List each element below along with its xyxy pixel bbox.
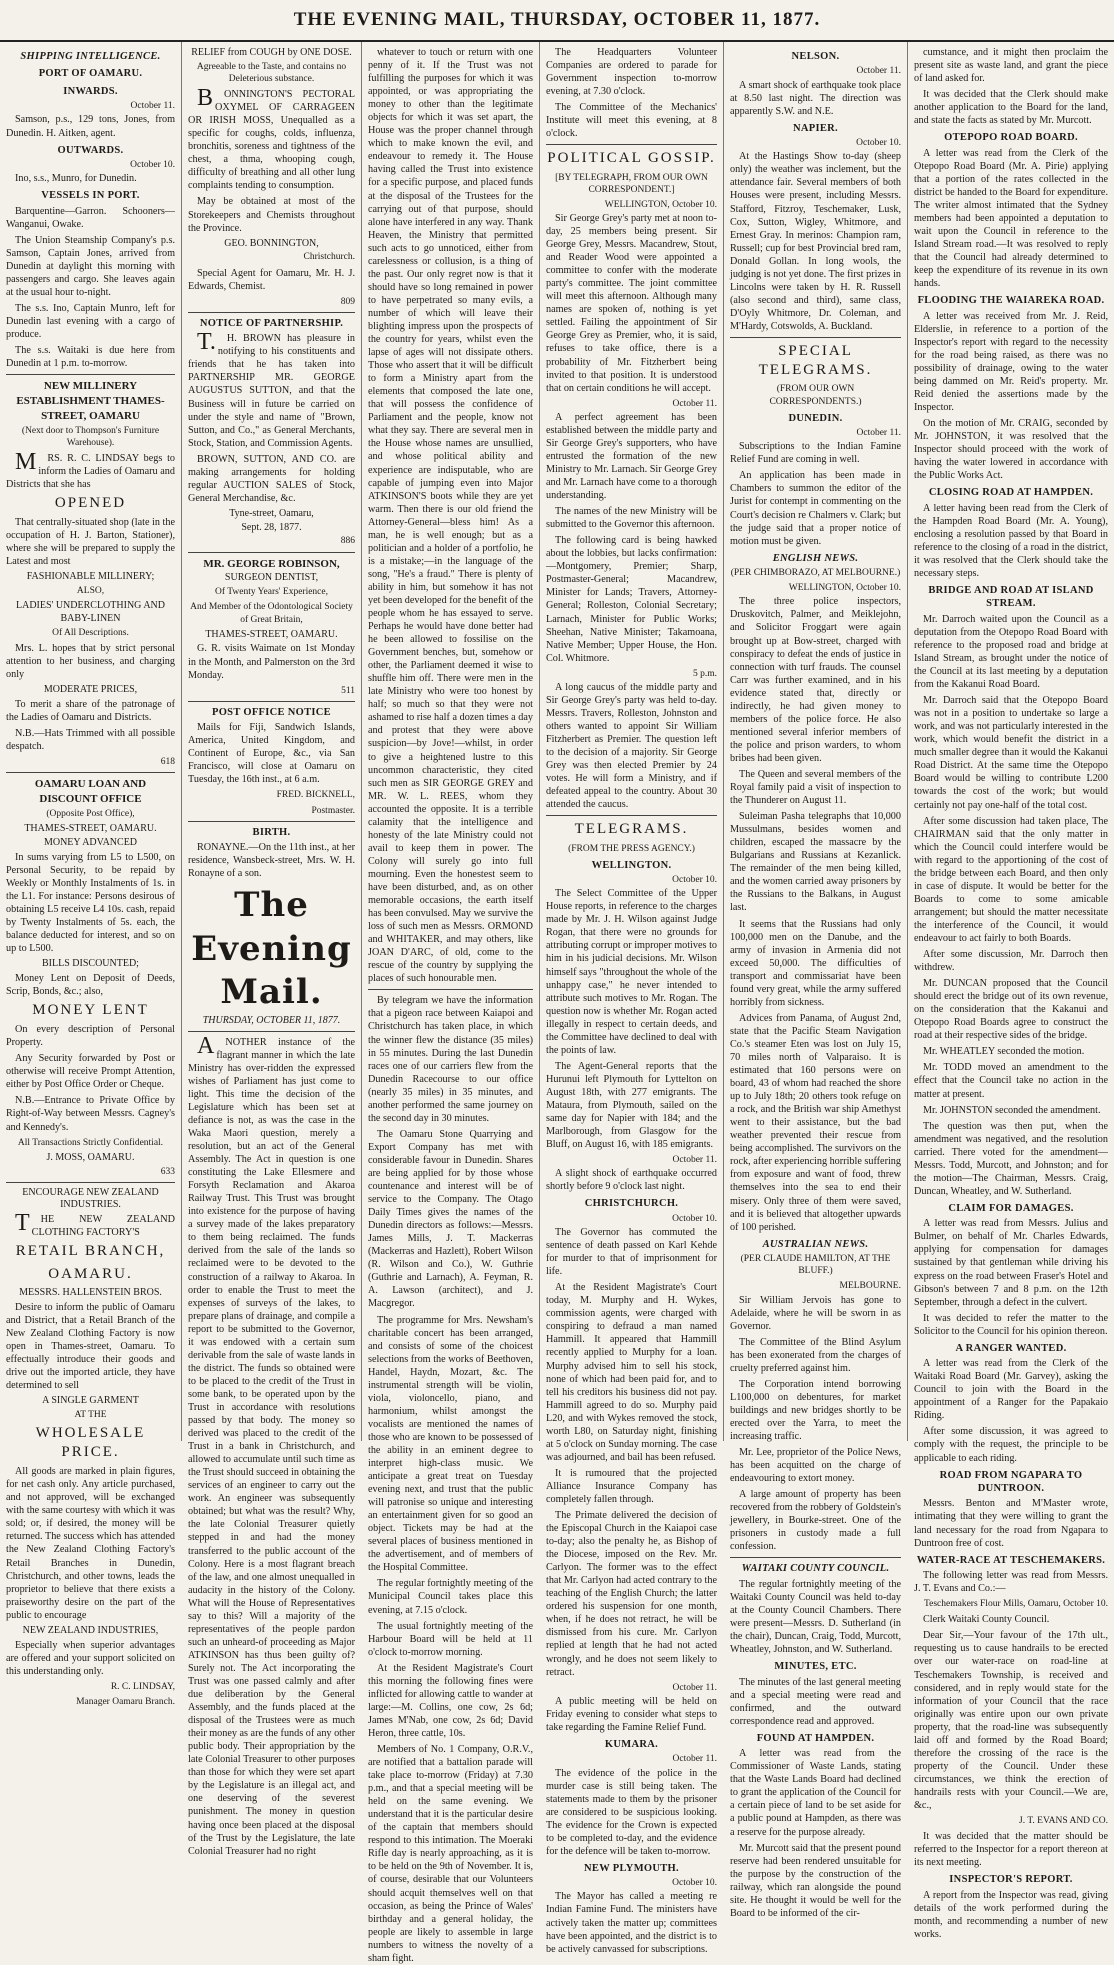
paragraph: The following card is being hawked about the lobbies, but lacks confirmation:—Montgomery, Premier; Sharp, Postmaster-General; Macandrew, Minister for Lands; Travers, Attorney-General; Rolleston, Colonial Secretary; Larnach, Minister for Public Works; Sheehan, Native Minister; Takamoana, Native Member; Upper House, the Hon. Col. Whitmore. bbox=[546, 535, 717, 664]
signature: J. T. EVANS AND CO. bbox=[1019, 1816, 1108, 1827]
dateline: October 11. bbox=[672, 1682, 717, 1693]
divider bbox=[546, 144, 717, 145]
paragraph: The s.s. Ino, Captain Munro, left for Dunedin last evening with a cargo of produce. bbox=[6, 302, 175, 341]
ad-line: A SINGLE GARMENT bbox=[42, 1394, 139, 1406]
paragraph: The three police inspectors, Druskovitch, Palmer, and Meiklejohn, and Solicitor Froggart were again brought up at Bow-street, charged with conspiracy to defeat the ends of justice in connection with turf frauds. The counsel Carr was further examined, and in his evidence stated that, directly or indirectly, he had given money to members of the police force. He also mentioned several inferior members of the police and prison warders, to whom bribes had been given. bbox=[730, 596, 901, 764]
paragraph: In sums varying from L5 to L500, on Personal Security, to be repaid by Weekly or Monthly Instalments of 1s. in the L1. For instance: Persons desirous of obtaining L5 receive L4 10s. cash, repaid by Twenty Instalments of 5s. each, the balance deducted for interest, and so on up to L500. bbox=[6, 851, 175, 955]
paragraph: The usual fortnightly meeting of the Harbour Board will be held at 11 o'clock to-morrow morning. bbox=[368, 1620, 533, 1658]
dateline: October 11. bbox=[856, 66, 901, 77]
signature: R. C. LINDSAY, bbox=[110, 1681, 175, 1692]
vessels-heading: VESSELS IN PORT. bbox=[41, 190, 140, 202]
place-heading: NAPIER. bbox=[793, 122, 838, 134]
ad-line: MONEY ADVANCED bbox=[43, 836, 138, 848]
section-heading: WAITAKI COUNTY COUNCIL. bbox=[741, 1563, 890, 1575]
paragraph: cumstance, and it might then proclaim the present site as waste land, and grant the piece of land asked for. bbox=[914, 47, 1108, 85]
ad-display: OAMARU. bbox=[48, 1265, 133, 1282]
paragraph: Subscriptions to the Indian Famine Relief Fund are coming in well. bbox=[730, 441, 901, 466]
paragraph: At the Resident Magistrate's Court today, M. Murphy and H. Wykes, commission agents, were charged with conspiring to defraud a man named Hammill. It appeared that Hammill recently applied to Murphy for a loan. Murphy advised him to sell his stock, none of which had been paid for, and to tell his creditors his business did not pay. Hammill agreed to do so. Murphy paid L20, and with Wykes removed the stock, worth L80, on Saturday night, finishing at 5 o'clock on Sunday morning. The case was adjourned, and bail has been refused. bbox=[546, 1282, 717, 1463]
paragraph: The evidence of the police in the murder case is still being taken. The statements made to them by the prisoner are considered to be suspicious looking. The evidence for the Crown is expected to be completed to-day, and the evidence for the defence will be taken to-morrow. bbox=[546, 1767, 717, 1857]
paragraph: Sir George Grey's party met at noon to-day, 25 members being present. Sir George Grey, Messrs. Macandrew, Stout, and Reader Wood were appointed a committee to confer with the moderate party's committee. The joint committee will meet this afternoon. Although many names are spoken of, nothing is yet settled. Failing the appointment of Sir George Grey as Premier, who, it is said, refuses to take office, there is a probability of Mr. Fitzherbert being invited to that position. It is understood that on certain conditions he will accept. bbox=[546, 212, 717, 394]
ad-heading: ENCOURAGE NEW ZEALAND INDUSTRIES. bbox=[22, 1186, 159, 1211]
paragraph: The Headquarters Volunteer Companies are ordered to parade for Government inspection to-morrow evening, at 7.30 o'clock. bbox=[546, 47, 717, 98]
place-heading: NEW PLYMOUTH. bbox=[584, 1862, 679, 1874]
place-heading: KUMARA. bbox=[604, 1738, 659, 1750]
column-4 bbox=[540, 42, 724, 1955]
paragraph: An application has been made in Chambers to summon the editor of the Jurist for contempt in commenting on the Court's decision re Chalmers v. Clark; but the judge said that a proper notice of motion must be given. bbox=[730, 470, 901, 547]
ad-heading: RELIEF from COUGH by ONE DOSE. bbox=[191, 47, 352, 58]
ad-line: Of All Descriptions. bbox=[52, 627, 129, 638]
section-subheading: (FROM OUR OWN CORRESPONDENTS.) bbox=[769, 384, 862, 407]
divider bbox=[730, 337, 901, 338]
inwards-heading: INWARDS. bbox=[63, 85, 118, 97]
place-heading: WELLINGTON. bbox=[591, 859, 672, 871]
paragraph: Mr. Darroch said that the Otepopo Board was not in a position to undertake so large a work, and was not particularly interested in the work, which would benefit the district in a much smaller degree than it would the Kakanui Road District. At the same time the Otepopo Board would be willing to contribute L200 towards the cost of the work; but would certainly not pay one-half of the total cost. bbox=[914, 695, 1108, 811]
paragraph: To merit a share of the patronage of the Ladies of Oamaru and Districts. bbox=[6, 699, 175, 724]
ad-line: FASHIONABLE MILLINERY; bbox=[26, 571, 155, 583]
section-heading: SPECIAL TELEGRAMS. bbox=[758, 342, 873, 379]
paragraph: The Queen and several members of the Royal family paid a visit of inspection to the Thunderer on August 11. bbox=[730, 769, 901, 807]
paragraph: The Committee of the Mechanics' Institute will meet this evening, at 8 o'clock. bbox=[546, 102, 717, 140]
paragraph: A smart shock of earthquake took place at 8.50 last night. The direction was apparently S.W. and N.E. bbox=[730, 79, 901, 117]
divider bbox=[6, 374, 175, 375]
ad-subheading: (Opposite Post Office), bbox=[46, 809, 135, 819]
ad-number: 511 bbox=[341, 685, 355, 696]
ad-line: Tyne-street, Oamaru, bbox=[229, 507, 314, 519]
subsection-heading: FOUND AT HAMPDEN. bbox=[756, 1732, 875, 1744]
dateline: October 10. bbox=[130, 160, 175, 170]
ad-display: OPENED bbox=[54, 495, 127, 512]
paragraph: Mails for Fiji, Sandwich Islands, America, United Kingdom, and Continent of Europe, &c., via San Francisco, will close at Oamaru on Tuesday, the 16th inst., at 6 a.m. bbox=[188, 722, 355, 786]
divider bbox=[6, 772, 175, 773]
paragraph: N.B.—Hats Trimmed with all possible despatch. bbox=[6, 728, 175, 753]
paragraph: Especially when superior advantages are offered and your support solicited on this understanding only. bbox=[6, 1639, 175, 1677]
ad-subheading: (Next door to Thompson's Furniture Warehouse). bbox=[21, 425, 160, 448]
dateline: October 11. bbox=[672, 1754, 717, 1765]
paragraph: The Agent-General reports that the Hurunui left Plymouth for Lyttelton on August 18th, with 277 emigrants. The Mataura, from Plymouth, sailed on the same day for Napier with 184; and the Marlborough, from Glasgow for the Bluff, on August 16, with 185 emigrants. bbox=[546, 1060, 717, 1151]
paragraph: On the motion of Mr. CRAIG, seconded by Mr. JOHNSTON, it was resolved that the Inspector should proceed with the work of having the water lowered in accordance with the Public Works Act. bbox=[914, 418, 1108, 482]
paragraph: A letter having been read from the Clerk of the Hampden Road Board (Mr. A. Young), enclosing a resolution passed by that Board in reference to the closing of a road in the district, it was resolved that the Clerk should take the necessary steps. bbox=[914, 502, 1108, 579]
signature: Manager Oamaru Branch. bbox=[76, 1696, 175, 1707]
paragraph: Mrs. L. hopes that by strict personal attention to her business, and charging only bbox=[6, 643, 175, 681]
dateline: WELLINGTON, October 10. bbox=[604, 199, 717, 210]
dateline: October 10. bbox=[672, 1213, 717, 1224]
paragraph: May be obtained at most of the Storekeepers and Chemists throughout the Province. bbox=[188, 196, 355, 234]
divider bbox=[6, 1182, 175, 1183]
paragraph: MRS. R. C. LINDSAY begs to inform the Ladies of Oamaru and Districts that she has bbox=[6, 448, 175, 490]
column-2 bbox=[182, 42, 362, 1857]
paragraph: A large amount of property has been recovered from the robbery of Goldstein's jewellery, in Bourke-street. One of the prisoners in custody made a full confession. bbox=[730, 1489, 901, 1553]
paragraph: Mr. Lee, proprietor of the Police News, has been acquitted on the charge of endeavouring to extort money. bbox=[730, 1447, 901, 1485]
section-subheading: [BY TELEGRAPH, FROM OUR OWN CORRESPONDENT.] bbox=[555, 172, 708, 195]
paragraph: That centrally-situated shop (late in the occupation of H. J. Barton, Stationer), where she will be prepared to supply the Latest and most bbox=[6, 517, 175, 568]
paragraph: RONAYNE.—On the 11th inst., at her residence, Wansbeck-street, Mrs. W. H. Ronayne of a son. bbox=[188, 842, 355, 880]
paragraph: THE NEW ZEALAND CLOTHING FACTORY'S bbox=[15, 1210, 175, 1239]
paragraph: Barquentine—Garron. Schooners—Wanganui, Owake. bbox=[6, 205, 175, 230]
paragraph: It is rumoured that the projected Alliance Insurance Company has completely fallen through. bbox=[546, 1467, 717, 1505]
section-subheading: (PER CLAUDE HAMILTON, AT THE BLUFF.) bbox=[740, 1254, 891, 1277]
paragraph: Sir William Jervois has gone to Adelaide, where he will be sworn in as Governor. bbox=[730, 1294, 901, 1332]
paragraph: On every description of Personal Property. bbox=[6, 1024, 175, 1049]
columns bbox=[0, 42, 1114, 1964]
paragraph: Money Lent on Deposit of Deeds, Scrip, Bonds, &c.; also, bbox=[6, 972, 175, 997]
dateline: WELLINGTON, October 10. bbox=[788, 583, 901, 594]
paragraph: Dear Sir,—Your favour of the 17th ult., requesting us to cause handrails to be erected over our water-race on road-line at Teschemakers Township, is received and considered, and in reply would state for the information of your Council that the race originally was entire upon our own private property, that the road-line was subsequently laid off and formed by the Road Board; therefore the crossing of the race is the property of the Council. Under these circumstances, we think the erection of handrails rests with your Council.—We are, &c., bbox=[914, 1630, 1108, 1811]
ad-line: BILLS DISCOUNTED; bbox=[42, 958, 139, 970]
subsection-heading: OTEPOPO ROAD BOARD. bbox=[944, 132, 1078, 144]
paragraph: The Corporation intend borrowing L100,000 on debentures, for market buildings and new bridges shortly to be erected over the Yarra, to meet the increasing traffic. bbox=[730, 1378, 901, 1443]
letter-address: Teschemakers Flour Mills, Oamaru, October 10. bbox=[923, 1599, 1108, 1610]
paragraph: The regular fortnightly meeting of the Municipal Council takes place this evening, at 7.15 o'clock. bbox=[368, 1578, 533, 1616]
masthead bbox=[0, 0, 1114, 42]
section-heading: AUSTRALIAN NEWS. bbox=[762, 1238, 869, 1250]
ad-display: MONEY LENT bbox=[32, 1002, 149, 1019]
ad-heading: NOTICE OF PARTNERSHIP. bbox=[199, 317, 344, 329]
paragraph: All goods are marked in plain figures, for net cash only. Any article purchased, and not approved, will be exchanged with the same courtesy with which it was sold; or, if desired, the money will be returned. The success which has attended the New Zealand Clothing Factory's Retail Branches in Dunedin, Christchurch, and other towns, leads the proprietor to believe that there exists a praiseworthy desire on the part of the public to encourage bbox=[6, 1466, 175, 1621]
ad-line: Sept. 28, 1877. bbox=[241, 521, 302, 533]
divider bbox=[188, 821, 355, 822]
ad-line: ALSO, bbox=[76, 586, 105, 597]
ad-line: THAMES-STREET, OAMARU. bbox=[24, 823, 157, 835]
birth-heading: BIRTH. bbox=[252, 826, 291, 838]
ad-number: 618 bbox=[160, 757, 175, 768]
paragraph: The Governor has commuted the sentence of death passed on Karl Kehde for murder to that of imprisonment for life. bbox=[546, 1227, 717, 1278]
subsection-heading: MINUTES, ETC. bbox=[774, 1661, 857, 1673]
paragraph: Mr. JOHNSTON seconded the amendment. bbox=[923, 1104, 1101, 1116]
paragraph: A perfect agreement has been established between the middle party and Sir George Grey's supporters, who have entrusted the formation of the new Ministry to Mr. Larnach. Sir George Grey and Mr. Larnach have come to a thorough understanding. bbox=[546, 411, 717, 502]
section-subheading: (FROM THE PRESS AGENCY.) bbox=[568, 843, 695, 854]
paragraph: Mr. Murcott said that the present pound reserve had been rendered unsuitable for the purpose by the construction of the railway, which ran alongside the pound site. He thought it would be well for the Board to be informed of the cir- bbox=[730, 1842, 901, 1919]
column-5 bbox=[724, 42, 908, 1919]
paragraph: Samson, p.s., 129 tons, Jones, from Dunedin. H. Aitken, agent. bbox=[6, 114, 175, 139]
paragraph: A letter was read from the Commissioner of Waste Lands, stating that the Waste Lands Board had declined to grant the application of the Council for a certain piece of land to be set aside for a public pound at Hampden, as there was a reserve for the purpose already. bbox=[730, 1748, 901, 1838]
ad-number: 809 bbox=[340, 296, 355, 307]
ad-heading: MR. GEORGE ROBINSON, bbox=[203, 557, 340, 570]
paragraph: The names of the new Ministry will be submitted to the Governor this afternoon. bbox=[546, 506, 717, 531]
column-6 bbox=[908, 42, 1114, 1940]
paragraph: N.B.—Entrance to Private Office by Right-of-Way between Messrs. Cagney's and Kennedy's. bbox=[6, 1095, 175, 1133]
paragraph: After some discussion had taken place, The CHAIRMAN said that the only matter in which the Council could interfere would be with regard to the apportioning of the cost of the bridge between each Board, and then only in case of dispute. It would be better for the Boards to come to some amicable arrangement; but should the matter necessitate the interference of the Council, it would endeavour to act fairly to both Boards. bbox=[914, 815, 1108, 944]
dateline: 5 p.m. bbox=[692, 668, 717, 679]
dateline: October 10. bbox=[672, 1878, 717, 1889]
ad-line: LADIES' UNDERCLOTHING AND BABY-LINEN bbox=[15, 600, 165, 625]
column-1 bbox=[0, 42, 182, 1707]
dateline: October 10. bbox=[672, 875, 717, 886]
signature: FRED. BICKNELL, bbox=[276, 790, 355, 801]
paragraph: It was decided to refer the matter to the Solicitor to the Council for his opinion thereon. bbox=[914, 1312, 1108, 1337]
paragraph: A slight shock of earthquake occurred shortly before 9 o'clock last night. bbox=[546, 1168, 717, 1193]
paragraph: The Oamaru Stone Quarrying and Export Company has met with considerable favour in Dunedin. Shares are being applied for by those whose countenance and interest will be of service to the Company. The Otago Daily Times gives the names of the Dunedin directors as follows:—Messrs. James Mills, J. T. Mackerras (Mackerras and Hazlett), Robert Wilson (R. Wilson and Co.), W. Guthrie (Guthrie and Larnach), A. Feyman, R. A. Lawson (architect), and J. Macgregor. bbox=[368, 1128, 533, 1310]
paragraph: The following letter was read from Messrs. J. T. Evans and Co.:— bbox=[914, 1570, 1108, 1595]
paragraph: Ino, s.s., Munro, for Dunedin. bbox=[15, 173, 137, 185]
paragraph: The s.s. Waitaki is due here from Dunedin at 1 p.m. to-morrow. bbox=[6, 345, 175, 370]
port-heading: PORT OF OAMARU. bbox=[38, 68, 143, 80]
paragraph: It seems that the Russians had only 100,000 men on the Danube, and the army of invasion in Armenia did not exceed 50,000. The difficulties of transport and commissariat have been found very great, while the army suffered horribly from sickness. bbox=[730, 918, 901, 1008]
paragraph: ANOTHER instance of the flagrant manner in which the late Ministry has over-ridden the expressed wishes of Parliament has just come to light. This time the decision of the Legislature which has been set at defiance is not, as was the case in the Waka Maori question, merely a resolution, but an act of the General Assembly. The Act in question is one constituting the Lake Ellesmere and Forsyth Reclamation and Akaroa Railway Trust. This Trust was brought into existence for the purpose of having a survey made of the lakes preparatory to them being reclaimed. The funds derived from the sale of the lands so reclaimed were to be devoted to the construction of a railway to Akaroa. In order to enable the Trust to meet the expenses of surveys of the lakes, to prepare plans of drainage, and compile a report to be submitted to the Governor, it was endowed with a certain sum derivable from the sale of waste lands in the district. The funds so obtained were to be placed to the credit of the Trust in some bank, to be operated upon by the Trust in accordance with resolutions passed by that body. The money so derived was placed to the credit of the Trust in a bank in Christchurch, and allowed to accumulate until such time as the Trust should succeed in obtaining the services of an engineer to carry out the work. An engineer was subsequently obtained; but what was the result? Why, the late Colonial Treasurer quietly stepped in and had the money transferred to the public account of the Colony. Here is a most flagrant breach of the law, and one almost unequalled in audacity in the history of the Colony. What will the House of Representatives say to this? Will a majority of the representatives of the people pardon such an unheard-of proceeding as Major ATKINSON has thus been guilty of? Surely not. The Act incorporating the Trust was one passed calmly and after due deliberation by the General Assembly, and the funds placed at the disposal of the Trustees were as much their money as are the funds of any other public body. Their appropriation by the late Colonial Treasurer to other purposes than those for which they were set apart by the Legislature is an illegal act, and one deserving of the severest punishment. The money in question having once been placed at the disposal of the Trust by the Legislature, the late Colonial Treasurer had no right bbox=[188, 1032, 355, 1857]
ad-heading: OAMARU LOAN AND DISCOUNT OFFICE bbox=[34, 778, 147, 806]
paragraph: By telegram we have the information that a pigeon race between Kaiapoi and Christchurch has taken place, in which the winner flew the distance (35 miles) in 55 minutes. During the last Dunedin races one of our carriers flew from the Dunedin Racecourse to our office (nearly 35 miles) in 35 minutes, and another performed the same journey on the second day in 30 minutes. bbox=[368, 995, 533, 1124]
dateline: October 11. bbox=[130, 101, 175, 112]
ad-line: J. MOSS, OAMARU. bbox=[46, 1151, 135, 1163]
ad-line: Of Twenty Years' Experience, bbox=[215, 587, 328, 598]
ad-heading: NEW MILLINERY ESTABLISHMENT THAMES-STREET, OAMARU bbox=[16, 380, 165, 422]
paragraph: G. R. visits Waimate on 1st Monday in the Month, and Palmerston on the 3rd Monday. bbox=[188, 643, 355, 681]
subsection-heading: WATER-RACE AT TESCHEMAKERS. bbox=[916, 1554, 1106, 1566]
paragraph: Messrs. Benton and M'Master wrote, intimating that they were willing to grant the land necessary for the road from Ngapara to Duntroon free of cost. bbox=[914, 1498, 1108, 1549]
dateline: October 10. bbox=[856, 138, 901, 149]
paragraph: T.H. BROWN has pleasure in notifying to his constituents and friends that he has taken into PARTNERSHIP MR. GEORGE AUGUSTUS SUTTON, and that the Business will in future be carried on under the style and name of "Brown, Sutton, and Co.," as General Merchants, Stock, Station, and Commission Agents. bbox=[188, 329, 355, 449]
ad-line: Christchurch. bbox=[303, 252, 355, 263]
paragraph: The regular fortnightly meeting of the Waitaki County Council was held to-day at the County Council Chambers. There were present—Messrs. D. Sutherland (in the chair), Duncan, Craig, Todd, Murcott, Wheatley, Johnston, and W. Sutherland. bbox=[730, 1578, 901, 1656]
paragraph: The Mayor has called a meeting re Indian Famine Fund. The ministers have actively taken the matter up; committees have been appointed, and the district is to be actively canvassed for subscriptions. bbox=[546, 1891, 717, 1955]
paragraph: Mr. Darroch waited upon the Council as a deputation from the Otepopo Road Board with reference to the proposed road and bridge at Island Stream, as brought under the notice of the Council at its last meeting by a deputation from the Kakanui Road Board. bbox=[914, 613, 1108, 691]
subsection-heading: A RANGER WANTED. bbox=[955, 1342, 1067, 1354]
leader-date: THURSDAY, OCTOBER 11, 1877. bbox=[188, 1015, 355, 1032]
paragraph: Desire to inform the public of Oamaru and District, that a Retail Branch of the New Zealand Clothing Factory is now open in Thames-street, Oamaru. To effectually introduce their goods and drive out the imported article, they have determined to sell bbox=[6, 1301, 175, 1391]
divider bbox=[730, 1557, 901, 1558]
divider bbox=[188, 312, 355, 313]
paragraph: Mr. WHEATLEY seconded the motion. bbox=[923, 1046, 1085, 1058]
subsection-heading: INSPECTOR'S REPORT. bbox=[949, 1874, 1073, 1886]
place-heading: DUNEDIN. bbox=[788, 412, 843, 424]
dateline: October 11. bbox=[672, 1155, 717, 1166]
shipping-heading: SHIPPING INTELLIGENCE. bbox=[20, 51, 161, 62]
subsection-heading: FLOODING THE WAIAREKA ROAD. bbox=[917, 295, 1105, 307]
paragraph: Clerk Waitaki County Council. bbox=[923, 1614, 1050, 1626]
paragraph: Mr. DUNCAN proposed that the Council should erect the bridge out of its own revenue, on the consideration that the Kakanui and Otepopo Road Boards agree to construct the road at their respective sides of the bridge. bbox=[914, 978, 1108, 1042]
ad-subheading: Agreeable to the Taste, and contains no Deleterious substance. bbox=[196, 61, 347, 84]
paragraph: At the Hastings Show to-day (sheep only) the weather was inclement, but the attendance fair. Several members of both Houses were present, including Messrs. Stafford, Fitzroy, Teschemaker, Lusk, Cox, Sutton, Wigley, Whitmore, and Ernest Gray. In merinos: Champion ram, Russell; cup for best Provincial bred ram, Donald Gollan. In long wools, the judging is not yet done. The first prizes in Lincolns were taken by H. R. Russell (also second and third), same class, D'Oyly Whitmore, Dr. Coleman, and M'Hardy, Cotswolds, A. Buckland. bbox=[730, 151, 901, 332]
subsection-heading: CLOSING ROAD AT HAMPDEN. bbox=[928, 487, 1094, 499]
paragraph: Special Agent for Oamaru, Mr. H. J. Edwards, Chemist. bbox=[188, 267, 355, 292]
divider bbox=[188, 701, 355, 702]
ad-number: 886 bbox=[340, 536, 355, 547]
section-subheading: (PER CHIMBORAZO, AT MELBOURNE.) bbox=[730, 568, 901, 579]
paragraph: A letter was read from the Clerk of the Waitaki Road Board (Mr. Garvey), asking the Council to join with the Board in the appointment of a Ranger for the Papakaio Riding. bbox=[914, 1358, 1108, 1422]
section-heading: TELEGRAMS. bbox=[574, 821, 689, 838]
divider bbox=[368, 989, 533, 990]
paragraph: Members of No. 1 Company, O.R.V., are notified that a battalion parade will take place to-morrow (Friday) at 7.30 p.m., and that a special meeting will be held on the same evening. We understand that it is the particular desire of the captain that members should respond to this intimation. The Moeraki Rifle day is nearly approaching, as it is to be held on the 9th of November. It is, of course, desirable that our Volunteers should acquit themselves well on that occasion, as being the Prince of Wales' birthday and a general holiday, the people are likely to assemble in large numbers to witness the novelty of a sham fight. bbox=[368, 1744, 533, 1964]
ad-line: SURGEON DENTIST, bbox=[224, 572, 319, 584]
ad-line: And Member of the Odontological Society of Great Britain, bbox=[190, 602, 353, 625]
paragraph: whatever to touch or return with one penny of it. If the Trust was not fulfilling the purposes for which it was appointed, or was appropriating the money to other than the legitimate objects for which it was set apart, the House was the proper channel through which to make known the evil, and endeavour to remedy it. The House having called the Trust into existence for a specific purpose, and placed funds at the disposal of the Trustees for the carrying out of that purpose, should alone have interfered in any way. Thank Heaven, the Ministry that permitted such acts to go unnoticed, either from carelessness or collusion, is a thing of the past. Our only regret now is that it should have so long remained in power to have perpetrated so many evils, a number of which will leave their blighting impress upon the prospects of the country for years, whilst even the lapse of ages will not dissipate others. Those who assert that it will be difficult to form a Ministry apart from the elements that composed the late one, that will possess the confidence of Parliament and the people, know not what they say. There are several men in the House whose names are unsullied, and whose political ability and experience are indisputable, who are capable of jumping even into Major ATKINSON'S boots while they are yet warm. Then there is our old friend the Attorney-General—bless him! As a man, he is well enough; but as a politician and a holder of a portfolio, he is a mistake;—in the language of the song, "He's a fraud." There is plenty of ability in him, but somehow it has not yet been developed for the benefit of the people whom he has essayed to serve. Perhaps he would have done better had he been allowed to fossilise on the Government benches, but, somehow or other, the Parliament deemed it wise to shuffle him off. There were men in the late Ministry who were too honest by half; so much so that they were not ashamed to rise half a dozen times a day and protest that they were above suspicion—by Jove!—whilst, in order to give a heightened lustre to this uncommon characteristic, they cited such men as SIR GEORGE GREY and MR. W. L. REES, whom they accounted the opposite. It is a terrible calamity that the intelligence and honesty of the late Ministry could not avail to keep them in power. The Colony will surely go into full mourning. Even the honestest seem to have been disturbed, and, as on other memorable occasions, the earth itself has been convulsed. May we survive the loss of such men as Messrs. ORMOND and WHITAKER, and may others, like JOAN D'ARC, of old, come to the rescue of the country by supplying the places of such honourable men. bbox=[368, 47, 533, 985]
ad-display: RETAIL BRANCH, bbox=[15, 1243, 166, 1260]
section-heading: POLITICAL GOSSIP. bbox=[547, 150, 716, 167]
ad-line: All Transactions Strictly Confidential. bbox=[17, 1137, 164, 1148]
outwards-heading: OUTWARDS. bbox=[57, 144, 124, 156]
newspaper-title: The Evening Mail. bbox=[191, 885, 352, 1013]
paragraph: After some discussion, it was agreed to comply with the request, the principle to be applicable to each riding. bbox=[914, 1426, 1108, 1464]
section-heading: ENGLISH NEWS. bbox=[772, 552, 859, 564]
subsection-heading: BRIDGE AND ROAD AT ISLAND STREAM. bbox=[928, 585, 1094, 610]
ad-line: AT THE bbox=[74, 1409, 107, 1420]
dateline: MELBOURNE. bbox=[839, 1281, 901, 1292]
paragraph: Suleiman Pasha telegraphs that 10,000 Mussulmans, besides women and children, escaped the massacre by the Bulgarians and Russians at Kezanlick. The remainder of the men being killed, and the women carried away prisoners by the Russians to the Balkans, in August last. bbox=[730, 811, 901, 914]
ad-line: GEO. BONNINGTON, bbox=[224, 237, 319, 249]
paragraph: A report from the Inspector was read, giving details of the work performed during the month, and recommending a number of new works. bbox=[914, 1889, 1108, 1940]
subsection-heading: CLAIM FOR DAMAGES. bbox=[948, 1202, 1074, 1214]
paragraph: The Committee of the Blind Asylum has been exonerated from the charges of cruelty preferred against him. bbox=[730, 1336, 901, 1374]
paragraph: A letter was received from Mr. J. Reid, Elderslie, in reference to a portion of the Inspector's report with regard to the necessity for the road being raised, as there was no possibility of drainage, owing to the water being dammed on Mr. Reid's property. Mr. Reid denied the assertions made by the Inspector. bbox=[914, 310, 1108, 413]
ad-heading: POST OFFICE NOTICE bbox=[212, 706, 331, 718]
paragraph: BONNINGTON'S PECTORAL OXYMEL OF CARRAGEEN OR IRISH MOSS, Unequalled as a specific for coughs, colds, influenza, bronchitis, soreness and tightness of the chest, a thma, whooping cough, difficulty of breathing and all other lung complaints tending to consumption. bbox=[188, 85, 355, 192]
paragraph: Mr. TODD moved an amendment to the effect that the Council take no action in the matter at present. bbox=[914, 1062, 1108, 1100]
ad-line: THAMES-STREET, OAMARU. bbox=[205, 628, 338, 640]
paragraph: At the Resident Magistrate's Court this morning the following fines were inflicted for allowing cattle to wander at large:—M. Collins, one cow, 2s 6d; James M'Nab, one cow, 2s 6d; David Heron, three cattle, 10s. bbox=[368, 1662, 533, 1739]
paragraph: A public meeting will be held on Friday evening to consider what steps to take regarding the Famine Relief Fund. bbox=[546, 1695, 717, 1733]
divider bbox=[546, 815, 717, 816]
paragraph: Any Security forwarded by Post or otherwise will receive Prompt Attention, either by Post Office Order or Cheque. bbox=[6, 1053, 175, 1091]
paragraph: After some discussion, Mr. Darroch then withdrew. bbox=[914, 949, 1108, 974]
dateline: October 11. bbox=[672, 398, 717, 409]
ad-number: 633 bbox=[160, 1166, 175, 1177]
paragraph: A letter was read from Messrs. Julius and Bulmer, on behalf of Mr. Charles Edwards, applying for compensation for damages sustained by that gentleman while driving his express on the road between Fraser's Hotel and Gibson's between 7 and 8 p.m. on the 12th September, through a defect in the culvert. bbox=[914, 1218, 1108, 1308]
place-heading: CHRISTCHURCH. bbox=[584, 1198, 679, 1210]
paragraph: The minutes of the last general meeting and a special meeting were read and confirmed, and the outward correspondence read and approved. bbox=[730, 1676, 901, 1727]
paragraph: The Primate delivered the decision of the Episcopal Church in the Kaiapoi case to-day; also the penalty he, as Bishop of the Diocese, imposed on the Rev. Mr. Carlyon. The former was to the effect that Mr. Carlyon had acted contrary to the teaching of the English Church; the latter ordered his suspension for one month, when, if he does not retract, he will be dismissed from his cure. Mr. Carlyon replied at length that he had not acted wrongly, and he does not seem likely to retract. bbox=[546, 1510, 717, 1678]
subsection-heading: ROAD FROM NGAPARA TO DUNTROON. bbox=[939, 1469, 1083, 1494]
paragraph: The programme for Mrs. Newsham's charitable concert has been arranged, and consists of some of the choicest selections from the works of Beethoven, Handel, Haydn, Mozart, &c. The instrumental strength will be violin, viola, violoncello, piano, and harmonium, whilst amongst the vocalists are mentioned the names of those who are known to be possessed of the ability in an eminent degree to interpret high-class music. We anticipate a great treat on Tuesday evening next, and trust that the public will patronise so unique and interesting an entertainment given for so good an object. Tickets may be had at the several places of business mentioned in the advertisement, and of members of the Hospital Committee. bbox=[368, 1314, 533, 1574]
divider bbox=[188, 552, 355, 553]
paragraph: It was decided that the matter should be referred to the Inspector for a report thereon at its next meeting. bbox=[914, 1831, 1108, 1869]
paragraph: The Select Committee of the Upper House reports, in reference to the charges made by Mr. J. H. Wilson against Judge Rogan, that there were no grounds for attributing corrupt or improper motives to him in his judicial decisions. Mr. Wilson himself says "throughout the whole of the unhappy case," he never intended to attribute such motives to Mr. Rogan. The question now is whether Mr. Rogan acted illegally in respect to certain deeds, and the Committee have declined to deal with the points of law. bbox=[546, 888, 717, 1056]
paragraph: A long caucus of the middle party and Sir George Grey's party was held to-day. Messrs. Travers, Rolleston, Johnston and others wanted to appoint Sir William Fitzherbert as Premier. The question left to the decision of a majority. Sir George Grey was then elected Premier by 24 votes. He will form a Ministry, and if defeated appeal to the country. About 30 attended the caucus. bbox=[546, 681, 717, 811]
ad-line: MESSRS. HALLENSTEIN BROS. bbox=[19, 1286, 162, 1298]
masthead-title: THE EVENING MAIL, THURSDAY, OCTOBER 11, 1877. bbox=[293, 9, 821, 30]
paragraph: It was decided that the Clerk should make another application to the Board for the land, and state the facts as stated by Mr. Murcott. bbox=[914, 89, 1108, 127]
ad-line: MODERATE PRICES, bbox=[43, 684, 138, 696]
column-3 bbox=[362, 42, 540, 1964]
ad-line: NEW ZEALAND INDUSTRIES, bbox=[22, 1624, 159, 1636]
paragraph: The question was then put, when the amendment was negatived, and the resolution carried. There voted for the amendment—Messrs. Todd, Murcott, and Johnston; and for the motion—The Chairman, Messrs. Craig, Duncan, Wheatley, and W. Sutherland. bbox=[914, 1120, 1108, 1197]
paragraph: Advices from Panama, of August 2nd, state that the Pacific Steam Navigation Co.'s steamer Eten was lost on July 15, 70 miles north of Valparaiso. It is estimated that 160 persons were on board, 43 of whom had reached the shore up to July 18th; 20 others took refuge on a rock, and the British war ship Amethyst went to their assistance, but the bad weather prevented their rescue from being accomplished. The survivors on the rock, after experiencing horrible suffering from exposure and want of food, threw themselves into the sea to end their misery. Only three of them were saved, and it is believed that altogether upwards of 100 perished. bbox=[730, 1012, 901, 1233]
signature: Postmaster. bbox=[311, 805, 355, 816]
ad-display: WHOLESALE PRICE. bbox=[35, 1424, 146, 1461]
paragraph: BROWN, SUTTON, AND CO. are making arrangements for holding regular AUCTION SALES of Stock, General Merchandise, &c. bbox=[188, 453, 355, 504]
dateline: October 11. bbox=[856, 428, 901, 439]
paragraph: The Union Steamship Company's p.s. Samson, Captain Jones, arrived from Dunedin at daylight this morning with passengers and cargo. She leaves again at the usual hour to-night. bbox=[6, 234, 175, 298]
place-heading: NELSON. bbox=[791, 51, 840, 62]
paragraph: A letter was read from the Clerk of the Otepopo Road Board (Mr. A. Pirie) applying that a portion of the rates collected in the district be handed to the Board for expenditure. The writer almost intimated that the Sydney members had been appointed a deputation to wait upon the Council in reference to the Island Stream road.—It was resolved to reply that the Council had already determined to keep the expenditure of its revenue in its own hands. bbox=[914, 147, 1108, 290]
